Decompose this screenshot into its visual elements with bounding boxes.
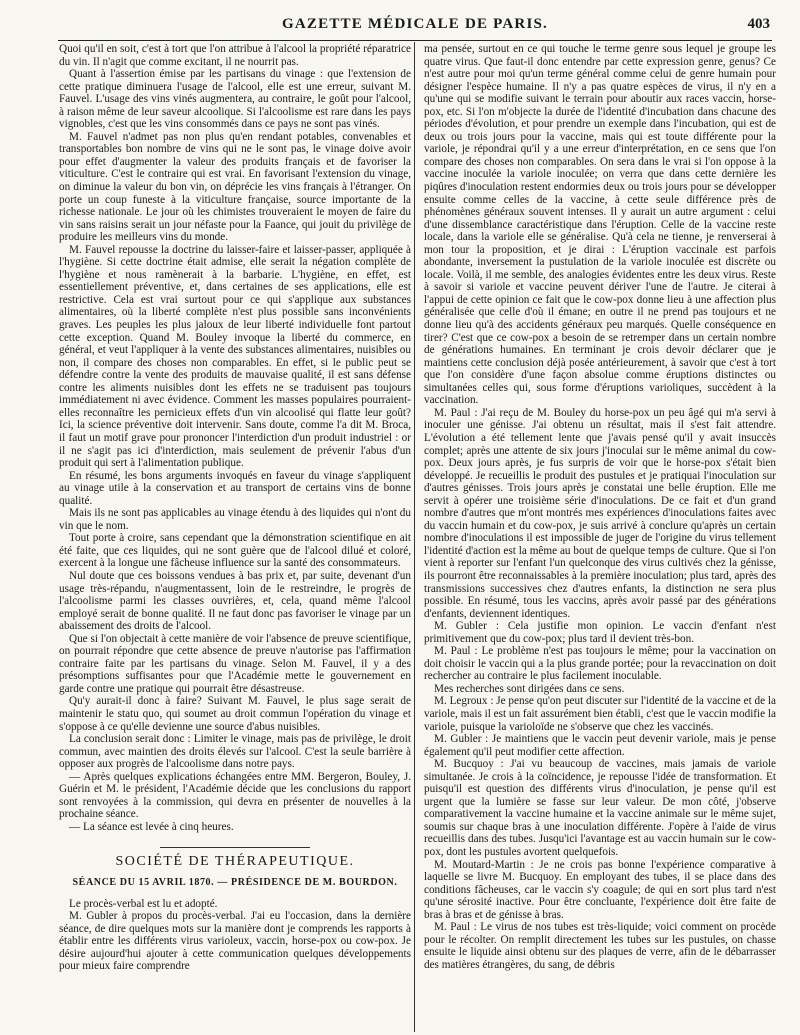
paragraph: M. Fauvel n'admet pas non plus qu'en rendant potables, convenables et transportables bon nombre de vins qui ne le sont pas, le vinage doive avoir pour effet d'augmenter la valeur des produits français et de favoriser la viticulture. C'est le contraire qui est vrai. En favorisant l'extension du vinage, on diminue la valeur du bon vin, on déprécie les vins français à l'étranger. On porte un coup funeste à la viticulture française, source importante de la richesse nationale. Le jour où les chimistes trouveraient le moyen de faire du vin sans raisins serait un jour néfaste pour la Faance, qui jouit du privilège de produire les meilleurs vins du monde. [59, 130, 411, 244]
section-title: SOCIÉTÉ DE THÉRAPEUTIQUE. [115, 854, 355, 870]
column-divider [414, 42, 415, 1032]
section-divider [160, 847, 310, 848]
paragraph: M. Legroux : Je pense qu'on peut discuter sur l'identité de la vaccine et de la variole, mais il est un fait assurément bien établi, c'est que le vaccin modifie la variole, puisque la varioloïde ne s'observe que chez les vaccinés. [424, 695, 776, 733]
page-number: 403 [747, 16, 770, 32]
paragraph: M. Paul : Le virus de nos tubes est très-liquide; voici comment on procède pour le récolter. On remplit directement les tubes sur les pustules, on chasse ensuite le liquide ainsi obtenu sur des plaques de verre, afin de le débarrasser des matières étrangères, du sang, de débris [424, 921, 776, 971]
paragraph: — Après quelques explications échangées entre MM. Bergeron, Bouley, J. Guérin et M. le président, l'Académie décide que les conclusions du rapport sont renvoyées à la commission, qui devra en présenter de nouvelles à la prochaine séance. [59, 770, 411, 821]
session-line: SÉANCE DU 15 AVRIL 1870. — PRÉSIDENCE DE M. BOURDON. [72, 877, 398, 888]
paragraph: Quoi qu'il en soit, c'est à tort que l'on attribue à l'alcool la propriété réparatrice du vin. Il n'agit que comme excitant, il ne nourrit pas. [59, 43, 411, 68]
paragraph: M. Moutard-Martin : Je ne crois pas bonne l'expérience comparative à laquelle se livre M. Bucquoy. En employant des tubes, il se place dans des conditions fâcheuses, car le vaccin s'y coagule; de qui en sort plus tard n'est qu'une sérosité inactive. Pour être concluante, l'expérience doit être faite de bras à bras et de génisse à bras. [424, 858, 776, 921]
paragraph: Nul doute que ces boissons vendues à bas prix et, par suite, devenant d'un usage très-répandu, n'augmentassent, loin de le restreindre, le progrès de l'alcoolisme parmi les classes ouvrières, et, cela, quand même l'alcool employé serait de bonne qualité. Il ne faut donc pas favoriser le vinage par un abaissement des droits de l'alcool. [59, 569, 411, 633]
paragraph: Le procès-verbal est lu et adopté. [69, 897, 218, 910]
page-header [60, 16, 770, 38]
paragraph: Que si l'on objectait à cette manière de voir l'absence de preuve scientifique, on pourrait répondre que cette absence de preuve n'autorise pas l'affirmation contraire faite par les partisans du vinage. Selon M. Fauvel, il y a des présomptions suffisantes pour que l'Académie mette le gouvernement en garde contre une pratique qui pourrait être désastreuse. [59, 632, 411, 695]
paragraph: Quant à l'assertion émise par les partisans du vinage : que l'extension de cette pratique diminuera l'usage de l'alcool, elle est une erreur, suivant M. Fauvel. L'usage des vins vinés augmentera, au contraire, le goût pour l'alcool, à raison même de leur saveur alcoolique. Si l'alcoolisme est rare dans les pays vignobles, c'est que les vins consommés dans ce pays ne sont pas vinés. [59, 68, 411, 131]
header-rule [58, 40, 772, 41]
paragraph: M. Paul : Le problème n'est pas toujours le même; pour la vaccination on doit choisir le vaccin qui a la plus grande portée; pour la revaccination on doit rechercher au contraire le plus facilement inoculable. [424, 645, 776, 683]
paragraph: M. Paul : J'ai reçu de M. Bouley du horse-pox un peu âgé qui m'a servi à inoculer une génisse. J'ai obtenu un résultat, mais il s'est fait attendre. L'évolution a été tellement lente que j'avais pensé qu'il y avait insuccès complet; après une attente de six jours j'inoculai sur le même animal du cow-pox. Deux jours après, je fus surpris de voir que le horse-pox s'était bien développé. Je recueillis le produit des pustules et je pratiquai l'inoculation sur d'autres génisses. Trois jours après je constatai une belle éruption. Elle me servit à opérer une troisième série d'inoculations. De ce fait et d'un grand nombre d'autres que m'ont montrés mes expériences d'inoculations faites avec du vaccin humain et du cow-pox, je suis arrivé à conclure qu'après un certain nombre d'inoculations il est impossible de juger de l'origine du virus tellement l'identité d'action est la même au bout de quelque temps de culture. Que si l'on vient à reporter sur l'enfant l'un quelconque des virus cultivés chez la génisse, ils pourront être reconnaissables à la première inoculation; plus tard, après des transmissions successives chez d'autres enfants, la distinction ne sera plus possible. En résumé, tous les vaccins, après avoir passé par des générations d'enfants, deviennent identiques. [424, 406, 776, 620]
paragraph: M. Gubler : Je maintiens que le vaccin peut devenir variole, mais je pense également qu'il peut modifier cette affection. [424, 733, 776, 758]
paragraph: M. Bucquoy : J'ai vu beaucoup de vaccines, mais jamais de variole simultanée. Je crois à la coïncidence, je repousse l'idée de transformation. Et puisqu'il est question des différents virus d'inoculation, je pense qu'il est urgent que la lumière se fasse sur leur valeur. De mon côté, j'observe comparativement la vaccine humaine et la vaccine animale sur le même sujet, soumis sur chaque bras à une inoculation différente. J'opère à l'aide de virus recueillis dans des tubes. Jusqu'ici l'avantage est au vaccin humain sur le cow-pox, dont les pustules avortent quelquefois. [424, 758, 776, 858]
paragraph: En résumé, les bons arguments invoqués en faveur du vinage s'appliquent au vinage utile à la conservation et au transport de certains vins de bonne qualité. [59, 469, 411, 507]
paragraph: Qu'y aurait-il donc à faire? Suivant M. Fauvel, le plus sage serait de maintenir le statu quo, qui soumet au droit commun l'opération du vinage et s'oppose à ce qu'elle devienne une source d'abus nuisibles. [59, 695, 411, 733]
journal-title: GAZETTE MÉDICALE DE PARIS. [282, 16, 548, 32]
paragraph: M. Gubler à propos du procès-verbal. J'ai eu l'occasion, dans la dernière séance, de dire quelques mots sur la manière dont je comprends les rapports à établir entre les différents virus varioleux, vaccin, horse-pox ou cow-pox. Je désire aujourd'hui ajouter à cette communication quelques développements pour mieux faire comprendre [59, 910, 411, 973]
paragraph: — La séance est levée à cinq heures. [69, 820, 234, 833]
left-column [59, 43, 411, 973]
paragraph: La conclusion serait donc : Limiter le vinage, mais pas de privilège, le droit commun, avec maintien des droits élevés sur l'alcool. C'est la seule barrière à opposer aux progrès de l'alcoolisme dans notre pays. [59, 733, 411, 771]
right-column [424, 43, 776, 971]
paragraph: Mes recherches sont dirigées dans ce sens. [434, 682, 625, 695]
paragraph: ma pensée, surtout en ce qui touche le terme genre sous lequel je groupe les quatre virus. Que faut-il donc entendre par cette expression genre, genus? Ce n'est autre pour moi qu'un terme général comme celui de genre humain pour désigner l'espèce humaine. Il n'y a pas quatre espèces de virus, il n'y en a qu'une qui se modifie suivant le terrain pour aboutir aux races vaccin, horse-pox, etc. Si l'on m'objecte la durée de l'identité d'incubation dans chacune des périodes d'évolution, et pour prendre un exemple dans l'incubation, qui est de deux ou trois jours pour la vaccine, mais qui est toute différente pour la variole, je répondrai qu'il y a une erreur d'interprétation, en ce sens que l'on compare des choses non comparables. On sera dans le vrai si l'on oppose à la vaccine inoculée la variole inoculée; on verra que dans cette dernière les piqûres d'inoculation restent endormies deux ou trois jours pour se développer ensuite comme celles de la vaccine, à cette seule différence près de phénomènes généraux souvent intenses. Il y aurait un autre argument : celui d'une dissemblance caractéristique dans l'éruption. Celle de la vaccine reste locale, dans la variole elle se généralise. Qu'à cela ne tienne, je renverserai à mon tour la proposition, et je dirai : L'éruption vaccinale est parfois abondante, inversement la pustulation de la variole inoculée est discrète ou locale. Voilà, il me semble, des analogies évidentes entre les deux virus. Reste à savoir si variole et vaccine peuvent dériver l'une de l'autre. Je citerai à l'appui de cette opinion ce fait que le cow-pox donne lieu à une affection plus généralisée que celle d'où il émane; en outre il ne prend pas toujours et ne donne lieu qu'à des accidents généraux peu marqués. Quelle conséquence en tirer? C'est que ce cow-pox a besoin de se retremper dans un certain nombre de générations humaines. En terminant je crois devoir déclarer que je maintiens cette conclusion déjà posée antérieurement, à savoir que c'est à tort que l'on considère d'une façon absolue comme éruptions distinctes ou simultanées celles qui, sous forme d'éruptions varioliques, succèdent à la vaccination. [424, 43, 776, 407]
paragraph: Tout porte à croire, sans cependant que la démonstration scientifique en ait été faite, que ces liquides, qui ne sont guère que de l'alcool dilué et coloré, exercent à la longue une fâcheuse influence sur la santé des consommateurs. [59, 532, 411, 570]
paragraph: M. Gubler : Cela justifie mon opinion. Le vaccin d'enfant n'est primitivement que du cow-pox; plus tard il devient très-bon. [424, 620, 776, 645]
paragraph: M. Fauvel repousse la doctrine du laisser-faire et laisser-passer, appliquée à l'hygiène. Si cette doctrine était admise, elle serait la négation complète de l'hygiène et nous ramènerait à la barbarie. L'hygiène, en effet, est essentiellement préventive, et, dans certaines de ses applications, elle est restrictive. Cela est vrai surtout pour ce qui s'applique aux substances alimentaires, où la liberté complète n'est plus possible sans inconvénients graves. Les peuples les plus jaloux de leur liberté individuelle font partout cette exception. Quand M. Bouley invoque la liberté du commerce, en général, et veut l'appliquer à la vente des substances alimentaires, nuisibles ou non, il compare des choses non comparables. En effet, si le public peut se défendre contre la vente des produits de mauvaise qualité, il est sans défense contre les aliments nuisibles dont les effets ne se traduisent pas toujours immédiatement ni avec évidence. Comment les masses populaires pourraient-elles reconnaître les pernicieux effets d'un vin alcoolisé qui flatte leur goût? Ici, la science préventive doit intervenir. Sans doute, comme l'a dit M. Broca, il faut un motif grave pour prononcer l'interdiction d'un produit industriel : or il ne s'agit pas ici d'interdiction, mais seulement de prévenir l'abus d'un produit qui sert à l'alimentation publique. [59, 243, 411, 470]
paragraph: Mais ils ne sont pas applicables au vinage étendu à des liquides qui n'ont du vin que le nom. [59, 507, 411, 532]
